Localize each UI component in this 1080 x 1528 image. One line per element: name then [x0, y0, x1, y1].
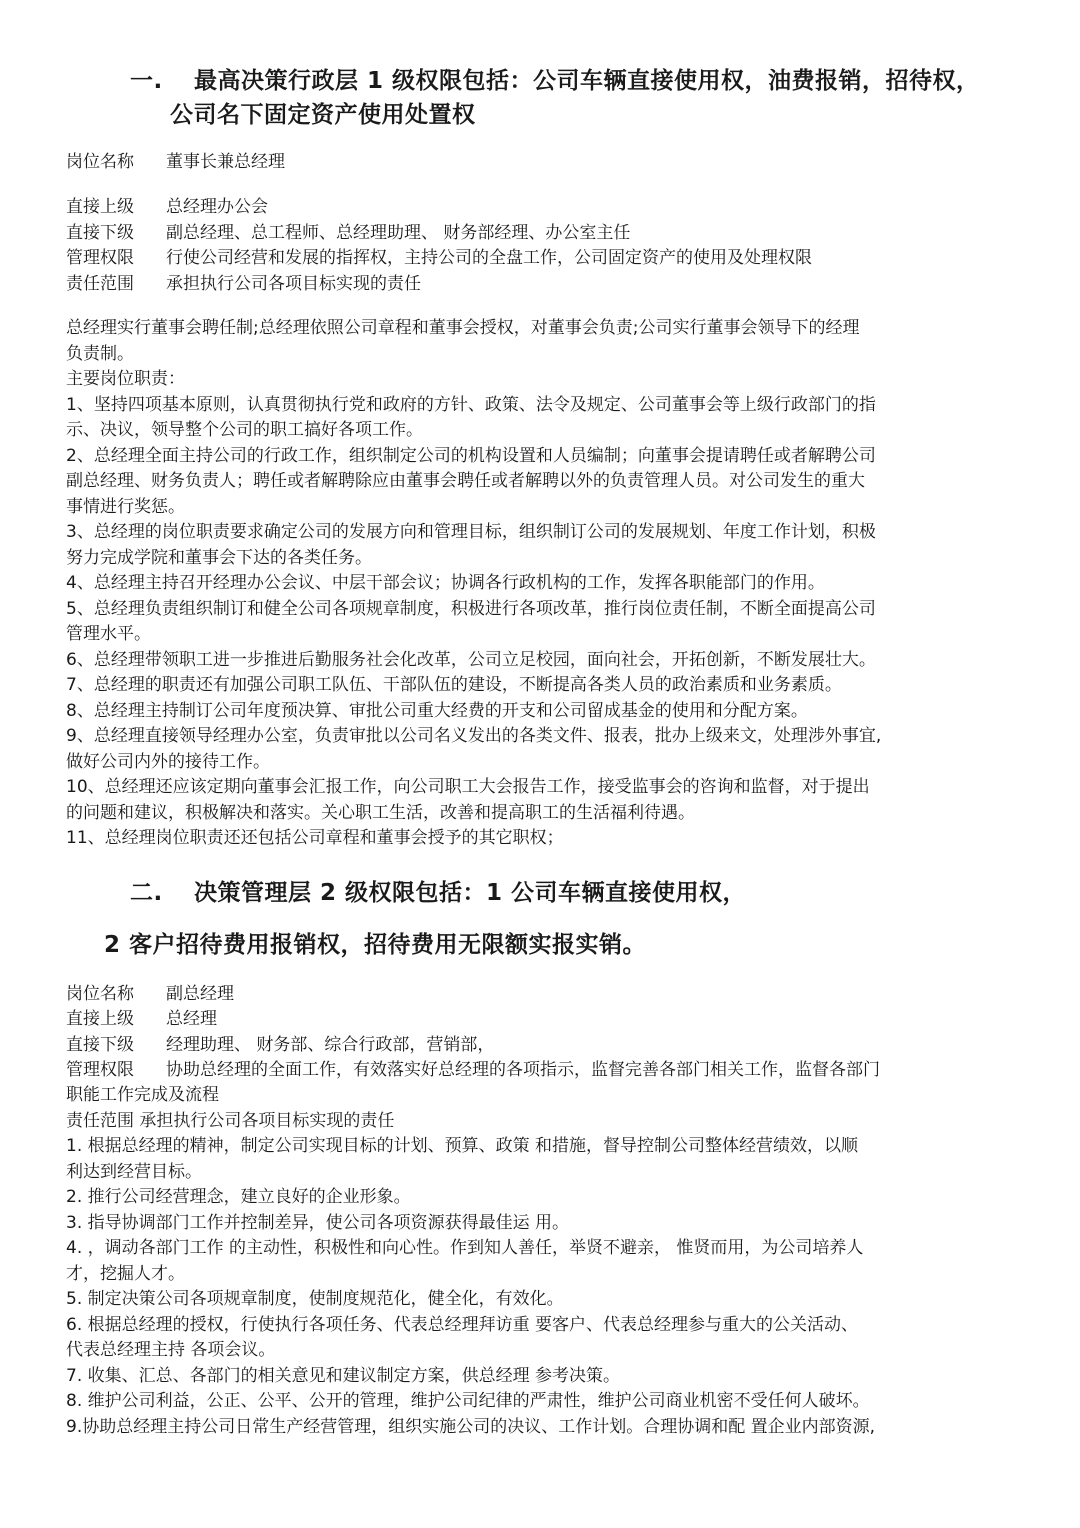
body-line: 主要岗位职责：	[66, 369, 185, 389]
section2-field-row	[66, 1007, 217, 1031]
field-value: 副总经理	[166, 984, 234, 1004]
field-label: 直接上级	[66, 1009, 134, 1029]
body-line: 职能工作完成及流程	[66, 1085, 219, 1105]
field-label: 直接下级	[66, 1035, 134, 1055]
body-line: 5、总经理负责组织制订和健全公司各项规章制度，积极进行各项改革，推行岗位责任制，不断全面提高公司	[66, 598, 876, 619]
body-line: 7. 收集、汇总、各部门的相关意见和建议制定方案，供总经理 参考决策。	[66, 1365, 621, 1386]
body-line: 4. ，调动各部门工作 的主动性，积极性和向心性。作到知人善任，举贤不避亲， 惟贤而用，为公司培养人	[66, 1238, 864, 1258]
body-line: 9、总经理直接领导经理办公室，负责审批以公司名义发出的各类文件、报表，批办上级来文，处理涉外事宜,	[66, 726, 882, 746]
field-value: 副总经理、总工程师、总经理助理、 财务部经理、办公室主任	[166, 223, 631, 243]
body-line: 1. 根据总经理的精神，制定公司实现目标的计划、预算、政策 和措施，督导控制公司整体经营绩效，以顺	[66, 1136, 859, 1156]
field-label: 直接下级	[66, 223, 134, 243]
body-line: 管理水平。	[66, 624, 151, 644]
body-line: 副总经理、财务负责人；聘任或者解聘除应由董事会聘任或者解聘以外的负责管理人员。对公司发生的重大	[66, 471, 865, 491]
field-value: 经理助理、 财务部、综合行政部，营销部，	[166, 1035, 495, 1055]
body-line: 3. 指导协调部门工作并控制差异，使公司各项资源获得最佳运 用。	[66, 1212, 570, 1233]
section2-heading	[130, 876, 746, 910]
section2-heading-number: 二.	[130, 880, 163, 906]
body-line: 的问题和建议，积极解决和落实。关心职工生活，改善和提高职工的生活福利待遇。	[66, 802, 695, 823]
field-value: 总经理办公会	[166, 197, 268, 217]
section2-field-row	[66, 1058, 880, 1082]
section1-heading-line1: 最高决策行政层 1 级权限包括：公司车辆直接使用权，油费报销，招待权，	[194, 68, 980, 94]
body-line: 利达到经营目标。	[66, 1161, 202, 1182]
section1-field-row	[66, 272, 421, 296]
body-line: 代表总经理主持 各项会议。	[66, 1340, 276, 1360]
body-line: 6. 根据总经理的授权，行使执行各项任务、代表总经理拜访重 要客户、代表总经理参与重大的公关活动、	[66, 1314, 859, 1335]
section2-heading-line1: 决策管理层 2 级权限包括：1 公司车辆直接使用权，	[194, 880, 747, 906]
section2-body	[66, 1083, 1026, 1440]
body-line: 做好公司内外的接待工作。	[66, 751, 270, 772]
body-line: 4、总经理主持召开经理办公会议、中层干部会议；协调各行政机构的工作，发挥各职能部门的作用。	[66, 573, 825, 593]
body-line: 负责制。	[66, 343, 134, 364]
body-line: 8、总经理主持制订公司年度预决算、审批公司重大经费的开支和公司留成基金的使用和分配方案。	[66, 700, 808, 721]
field-label: 责任范围	[66, 274, 134, 294]
body-line: 9.协助总经理主持公司日常生产经营管理，组织实施公司的决议、工作计划。合理协调和配 置企业内部资源,	[66, 1416, 876, 1437]
section1-position-row	[66, 150, 285, 174]
body-line: 3、总经理的岗位职责要求确定公司的发展方向和管理目标，组织制订公司的发展规划、年度工作计划，积极	[66, 522, 876, 542]
section1-field-row	[66, 246, 812, 270]
body-line: 2. 推行公司经营理念，建立良好的企业形象。	[66, 1187, 411, 1207]
field-label: 管理权限	[66, 1060, 134, 1080]
body-line: 11、总经理岗位职责还还包括公司章程和董事会授予的其它职权；	[66, 828, 564, 848]
field-value: 行使公司经营和发展的指挥权，主持公司的全盘工作，公司固定资产的使用及处理权限	[166, 248, 812, 268]
section1-heading-number: 一.	[130, 68, 163, 94]
section2-field-row	[66, 1033, 494, 1057]
body-line: 8. 维护公司利益，公正、公平、公开的管理，维护公司纪律的严肃性，维护公司商业机密不受任何人破坏。	[66, 1391, 870, 1411]
body-line: 6、总经理带领职工进一步推进后勤服务社会化改革，公司立足校园，面向社会，开拓创新，不断发展壮大。	[66, 649, 876, 670]
section1-heading-line2: 公司名下固定资产使用处置权	[170, 102, 476, 128]
field-label: 岗位名称	[66, 984, 134, 1004]
section1-field-row	[66, 195, 268, 219]
body-line: 努力完成学院和董事会下达的各类任务。	[66, 547, 372, 568]
body-line: 2、总经理全面主持公司的行政工作，组织制定公司的机构设置和人员编制；向董事会提请聘任或者解聘公司	[66, 445, 876, 466]
field-value: 总经理	[166, 1009, 217, 1029]
field-value: 承担执行公司各项目标实现的责任	[166, 274, 421, 294]
section1-field-row	[66, 221, 630, 245]
body-line: 10、总经理还应该定期向董事会汇报工作，向公司职工大会报告工作，接受监事会的咨询和监督，对于提出	[66, 777, 870, 797]
body-line: 7、总经理的职责还有加强公司职工队伍、干部队伍的建设，不断提高各类人员的政治素质和业务素质。	[66, 675, 842, 695]
section1-body	[66, 316, 1026, 852]
body-line: 责任范围 承担执行公司各项目标实现的责任	[66, 1110, 395, 1131]
body-line: 示、决议，领导整个公司的职工搞好各项工作。	[66, 420, 423, 440]
field-label: 直接上级	[66, 197, 134, 217]
body-line: 总经理实行董事会聘任制;总经理依照公司章程和董事会授权，对董事会负责;公司实行董事会领导下的经理	[66, 318, 860, 338]
section1-heading	[130, 64, 980, 98]
field-label: 管理权限	[66, 248, 134, 268]
body-line: 才，挖掘人才。	[66, 1263, 185, 1284]
body-line: 5. 制定决策公司各项规章制度，使制度规范化，健全化，有效化。	[66, 1289, 564, 1309]
section2-heading-line2: 2 客户招待费用报销权，招待费用无限额实报实销。	[104, 932, 647, 958]
body-line: 1、坚持四项基本原则，认真贯彻执行党和政府的方针、政策、法令及规定、公司董事会等上级行政部门的指	[66, 394, 876, 415]
section2-heading-cont	[104, 928, 646, 962]
field-value: 董事长兼总经理	[166, 152, 285, 172]
field-label: 岗位名称	[66, 152, 134, 172]
field-value: 协助总经理的全面工作，有效落实好总经理的各项指示，监督完善各部门相关工作，监督各部门	[166, 1060, 880, 1080]
section2-field-row	[66, 982, 234, 1006]
body-line: 事情进行奖惩。	[66, 496, 185, 517]
section1-heading-cont	[170, 98, 476, 132]
